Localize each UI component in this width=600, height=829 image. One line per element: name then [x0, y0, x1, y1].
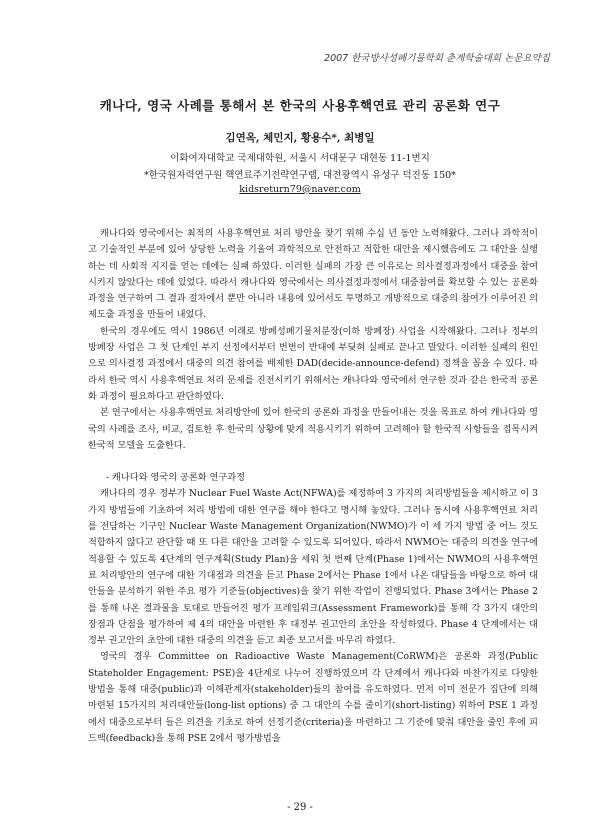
email-link[interactable]: kidsreturn79@naver.com: [239, 184, 361, 195]
author-email: [40, 184, 560, 195]
affiliation-1: 이화여자대학교 국제대학원, 서울시 서대문구 대현동 11-1번지: [170, 153, 430, 164]
paragraph-intro-3: 본 연구에서는 사용후핵연료 처리방안에 있어 한국의 공론화 과정을 만들어내는 것을 목표로 하여 캐나다와 영국의 사례를 조사, 비교, 검토한 후 한국의 상황에 맞게 적용시키기 위하여 고려해야 할 한국적 사항들을 접목시켜 한국적 모델을 도출한다.: [88, 407, 538, 451]
paragraph-intro-2: 한국의 경우에도 역시 1986년 이래로 방폐성폐기물처분장(이하 방폐장) 사업을 시작해왔다. 그러나 정부의 방폐장 사업은 그 첫 단계인 부지 선정에서부터 번번이 반대에 부딪혀 실패로 끝나고 말았다. 이러한 실패의 원인으로 의사결정 과정에서 대중의 의견 참여를 배제한 DAD(decide-announce-defend) 정책을 꼽을 수 있다. 따라서 한국 역시 사용후핵연료 처리 문제를 진전시키기 위해서는 캐나다와 영국에서 연구한 것과 같은 한국적 공론화 과정이 필요하다고 판단하였다.: [88, 325, 538, 402]
page-number: - 29 -: [287, 802, 313, 813]
affiliation-2: *한국원자력연구원 핵연료주기전략연구랩, 대전광역시 유성구 덕진동 150*: [144, 170, 456, 181]
paragraph-intro-1: 캐나다와 영국에서는 최적의 사용후핵연료 처리 방안을 찾기 위해 수십 년 동안 노력해왔다. 그러나 과학적이고 기술적인 부분에 있어 상당한 노력을 기울여 과학적으로 안전하고 적합한 대안을 제시했음에도 그 대안을 실행하는 데 사회적 지지를 얻는 데에는 실패 하였다. 이러한 실패의 가장 큰 이유로는 의사결정과정에서 대중을 참여시키지 않았다는 데에 있었다. 따라서 캐나다와 영국에서는 의사결정과정에서 대중참여를 확보할 수 있는 공론화 과정을 연구하여 그 결과 절차에서 뿐만 아니라 내용에 있어서도 투명하고 개방적으로 대중의 참여가 이루어진 의제도출 과정을 만들어 내었다.: [88, 228, 538, 321]
paragraph-canada: 캐나다의 경우 정부가 Nuclear Fuel Waste Act(NFWA)를 제정하여 3 가지의 처리방법들을 제시하고 이 3가지 방법들에 기초하여 처리 방법에 대한 연구를 해야 한다고 명시해 놓았다. 그러나 동시에 사용후핵연료 처리를 전담하는 기구인 Nuclear Waste Management Organization(NWMO)가 이 세 가지 방법 중 어느 것도 적합하지 않다고 판단할 때 또 다른 대안을 고려할 수 있도록 되어있다. 따라서 NWMO는 대중의 의견을 연구에 적용할 수 있도록 4단계의 연구계획(Study Plan)을 세워 첫 번째 단계(Phase 1)에서는 NWMO의 사용후핵연료 처리방안의 연구에 대한 기대점과 의견을 듣고 Phase 2에서는 Phase 1에서 나온 대답들을 바탕으로 하여 대안들을 분석하기 위한 주요 평가 기준들(objectives)을 찾기 위한 작업이 진행되었다. Phase 3에서는 Phase 2를 통해 나온 결과물을 토대로 만들어진 평가 프레임워크(Assessment Framework)를 통해 각 3가지 대안의 장점과 단점을 평가하여 제 4의 대안을 마련한 후 대정부 권고안의 초안을 작성하였다. Phase 4 단계에서는 대정부 권고안의 초안에 대한 대중의 의견을 듣고 최종 보고서를 마무리 하였다.: [88, 488, 538, 647]
paper-title: 캐나다, 영국 사례를 통해서 본 한국의 사용후핵연료 관리 공론화 연구: [99, 98, 501, 113]
conference-header: 2007 한국방사성폐기물학회 춘계학술대회 논문요약집: [324, 53, 550, 64]
section-heading: - 캐나다와 영국의 공론화 연구과정: [106, 472, 246, 484]
paper-authors: 김연옥, 체민지, 황용수*, 최병일: [225, 132, 375, 144]
paper-body: [88, 210, 538, 747]
paragraph-uk: 영국의 경우 Committee on Radioactive Waste Management(CoRWM)은 공론화 과정(Public Stateholder Engagement: PSE)을 4단계로 나누어 진행하였으며 각 단계에서 캐나다와 마찬가지로 다양한 방법을 통해 대중(public)과 이해관계자(stakeholder)들의 참여를 유도하였다. 먼저 이미 전문가 집단에 의해 마련된 15가지의 처리대안들(long-list options) 중 그 대안의 수를 줄이기(short-listing) 위하여 PSE 1 과정에서 대중으로부터 들은 의견을 기초로 하여 선정기준(criteria)을 마련하고 그 기준에 맞춰 대안을 줄인 후에 피드백(feedback)을 통해 PSE 2에서 평가방법을: [88, 651, 538, 744]
